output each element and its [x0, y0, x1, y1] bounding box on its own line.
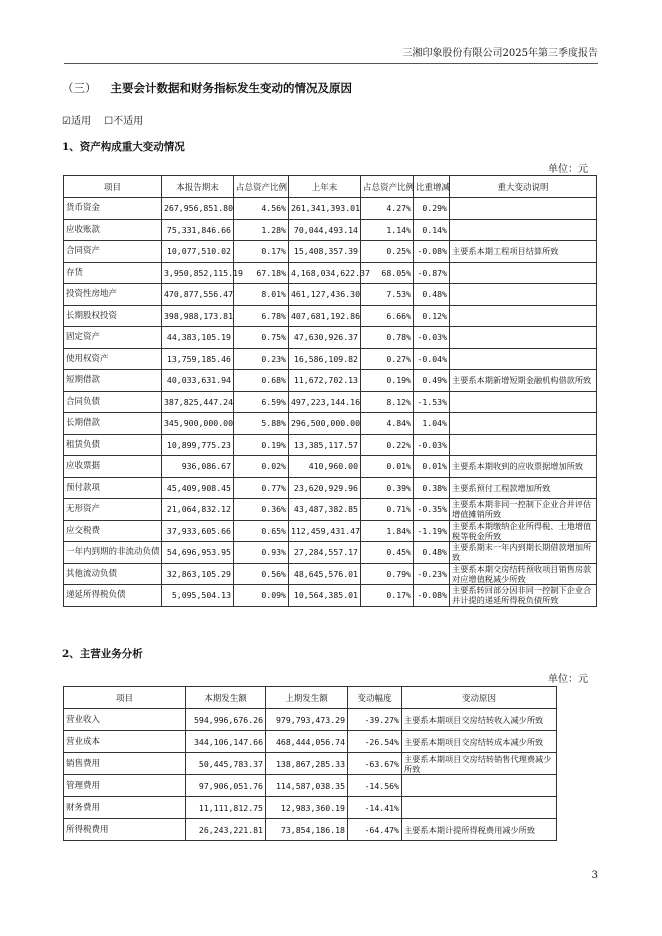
applicable-unchecked: ☐不适用 — [104, 116, 144, 127]
table-cell: 存货 — [64, 262, 162, 284]
table-cell: 4.84% — [361, 413, 414, 435]
table-cell: 6.78% — [234, 305, 289, 327]
table-cell: 21,064,832.12 — [162, 499, 234, 521]
table-cell: 979,793,473.29 — [266, 709, 348, 731]
table-cell: 497,223,144.16 — [289, 391, 361, 413]
table-cell: 租赁负债 — [64, 434, 162, 456]
page-number: 3 — [591, 870, 598, 881]
table-cell: -1.53% — [414, 391, 450, 413]
table-cell: 一年内到期的非流动负债 — [64, 542, 162, 564]
table-cell: 0.56% — [234, 563, 289, 585]
table-cell: 使用权资产 — [64, 348, 162, 370]
table-cell: 23,620,929.96 — [289, 477, 361, 499]
table-cell: 594,996,676.26 — [186, 709, 266, 731]
table-cell — [450, 198, 597, 220]
table-cell: 0.77% — [234, 477, 289, 499]
table-cell: 11,672,702.13 — [289, 370, 361, 392]
table-cell: 11,111,812.75 — [186, 797, 266, 819]
table-cell — [450, 348, 597, 370]
table-cell — [450, 219, 597, 241]
table-cell: 主要系本期交房结转预收项目销售房款对应增值税减少所致 — [450, 563, 597, 585]
table-cell: 0.19% — [234, 434, 289, 456]
table-cell: 0.01% — [361, 456, 414, 478]
table-cell: 3,950,852,115.19 — [162, 262, 234, 284]
table-cell: 5,095,504.13 — [162, 585, 234, 607]
table-cell: 10,564,385.01 — [289, 585, 361, 607]
table-row — [64, 797, 557, 819]
table-cell: 0.25% — [361, 241, 414, 263]
table-cell: 70,044,493.14 — [289, 219, 361, 241]
table-row — [64, 219, 597, 241]
table-cell: 461,127,436.30 — [289, 284, 361, 306]
col-header-change: 比重增减 — [414, 176, 450, 198]
table-cell: 0.17% — [234, 241, 289, 263]
table-cell: -0.03% — [414, 327, 450, 349]
table-cell: 0.22% — [361, 434, 414, 456]
table-cell: 0.17% — [361, 585, 414, 607]
table-cell: 财务费用 — [64, 797, 186, 819]
table-cell: 主要系期末一年内到期长期借款增加所致 — [450, 542, 597, 564]
table-cell: 递延所得税负债 — [64, 585, 162, 607]
table-cell: 387,825,447.24 — [162, 391, 234, 413]
table-cell: 398,988,173.81 — [162, 305, 234, 327]
table-cell: 16,586,109.82 — [289, 348, 361, 370]
table-cell: -63.67% — [348, 753, 402, 775]
table-cell: 407,681,192.86 — [289, 305, 361, 327]
table-cell: -0.35% — [414, 499, 450, 521]
table-cell — [450, 391, 597, 413]
section-title — [62, 80, 352, 96]
table-cell: 主要系本期缴纳企业所得税、土地增值税等税金所致 — [450, 520, 597, 542]
table-cell: 73,854,186.18 — [266, 819, 348, 841]
table-cell: 12,983,360.19 — [266, 797, 348, 819]
table-row — [64, 563, 597, 585]
table-row — [64, 456, 597, 478]
table-cell: 0.68% — [234, 370, 289, 392]
table-row — [64, 413, 597, 435]
table-cell: -0.03% — [414, 434, 450, 456]
table-row — [64, 370, 597, 392]
table-row — [64, 585, 597, 607]
table-cell: 26,243,221.81 — [186, 819, 266, 841]
table-row — [64, 753, 557, 775]
table-cell: 296,500,000.00 — [289, 413, 361, 435]
table-cell: 0.14% — [414, 219, 450, 241]
table-cell: -26.54% — [348, 731, 402, 753]
table-cell: 0.12% — [414, 305, 450, 327]
subsection-business-analysis: 2、主营业务分析 — [62, 648, 143, 660]
table-cell: 应收账款 — [64, 219, 162, 241]
table-cell: 0.48% — [414, 542, 450, 564]
col-header-current-period: 本期发生额 — [186, 687, 266, 709]
table-cell: 267,956,851.80 — [162, 198, 234, 220]
table-cell: 短期借款 — [64, 370, 162, 392]
col-header-item: 项目 — [64, 176, 162, 198]
table-cell: 0.79% — [361, 563, 414, 585]
table-cell: 主要系本期项目交房结转销售代理费减少所致 — [402, 753, 557, 775]
table-row — [64, 520, 597, 542]
table-cell: 97,906,051.76 — [186, 775, 266, 797]
table-cell: 销售费用 — [64, 753, 186, 775]
table-cell: 1.28% — [234, 219, 289, 241]
col-header-item: 项目 — [64, 687, 186, 709]
table-cell: -14.41% — [348, 797, 402, 819]
table-cell: 无形资产 — [64, 499, 162, 521]
table-cell: 54,696,953.95 — [162, 542, 234, 564]
table-cell: -0.08% — [414, 585, 450, 607]
table-cell: 32,863,105.29 — [162, 563, 234, 585]
table-cell: 0.93% — [234, 542, 289, 564]
table-cell — [450, 434, 597, 456]
table-cell — [402, 775, 557, 797]
table-cell: 主要系本期收到的应收票据增加所致 — [450, 456, 597, 478]
table-cell: 主要系本期计提所得税费用减少所致 — [402, 819, 557, 841]
table-cell: 所得税费用 — [64, 819, 186, 841]
table-cell: 长期股权投资 — [64, 305, 162, 327]
table-cell: 6.66% — [361, 305, 414, 327]
table-cell: 4,168,034,622.37 — [289, 262, 361, 284]
table-cell: 营业收入 — [64, 709, 186, 731]
col-header-prior: 上年末 — [289, 176, 361, 198]
table-cell: 0.38% — [414, 477, 450, 499]
table-cell: 47,630,926.37 — [289, 327, 361, 349]
table-cell — [450, 284, 597, 306]
table-cell: 主要系本期工程项目结算所致 — [450, 241, 597, 263]
table-cell — [402, 797, 557, 819]
business-analysis-table — [63, 686, 557, 841]
table-cell: 0.29% — [414, 198, 450, 220]
table-cell: 8.01% — [234, 284, 289, 306]
table-cell: 261,341,393.01 — [289, 198, 361, 220]
table-row — [64, 499, 597, 521]
table-cell: 68.05% — [361, 262, 414, 284]
table-cell: -0.23% — [414, 563, 450, 585]
table-cell: -14.56% — [348, 775, 402, 797]
table-cell: 1.14% — [361, 219, 414, 241]
table-cell: 0.01% — [414, 456, 450, 478]
table-cell: 44,383,105.19 — [162, 327, 234, 349]
table-cell: -0.04% — [414, 348, 450, 370]
table-cell: 其他流动负债 — [64, 563, 162, 585]
table-cell: 8.12% — [361, 391, 414, 413]
table-cell: 主要系本期非同一控制下企业合并评估增值摊销所致 — [450, 499, 597, 521]
unit-label-1: 单位：元 — [548, 164, 588, 175]
business-table-body — [64, 709, 557, 841]
table-cell: 营业成本 — [64, 731, 186, 753]
table-cell: 5.88% — [234, 413, 289, 435]
table-cell: -0.87% — [414, 262, 450, 284]
table-cell: 长期借款 — [64, 413, 162, 435]
table-header-row — [64, 687, 557, 709]
table-cell: 固定资产 — [64, 327, 162, 349]
table-cell: 0.02% — [234, 456, 289, 478]
table-cell: 应交税费 — [64, 520, 162, 542]
table-cell: 15,408,357.39 — [289, 241, 361, 263]
table-cell — [450, 413, 597, 435]
table-cell: 7.53% — [361, 284, 414, 306]
col-header-prior-ratio: 占总资产比例 — [361, 176, 414, 198]
table-cell: -0.08% — [414, 241, 450, 263]
table-cell: 1.04% — [414, 413, 450, 435]
table-cell: 管理费用 — [64, 775, 186, 797]
applicable-options — [62, 112, 153, 127]
table-cell: 410,960.00 — [289, 456, 361, 478]
table-cell: 40,033,631.94 — [162, 370, 234, 392]
table-cell: 0.48% — [414, 284, 450, 306]
table-cell: -1.19% — [414, 520, 450, 542]
col-header-prior-period: 上期发生额 — [266, 687, 348, 709]
table-cell: 43,487,382.85 — [289, 499, 361, 521]
table-cell: 50,445,783.37 — [186, 753, 266, 775]
table-row — [64, 348, 597, 370]
table-cell: 主要系本期项目交房结转收入减少所致 — [402, 709, 557, 731]
table-cell: 114,587,038.35 — [266, 775, 348, 797]
table-cell: 13,385,117.57 — [289, 434, 361, 456]
subsection-asset-changes: 1、资产构成重大变动情况 — [62, 141, 185, 153]
table-cell: 0.45% — [361, 542, 414, 564]
table-row — [64, 262, 597, 284]
table-row — [64, 284, 597, 306]
table-row — [64, 434, 597, 456]
table-cell — [450, 327, 597, 349]
table-cell: 合同负债 — [64, 391, 162, 413]
table-row — [64, 198, 597, 220]
table-cell: 合同资产 — [64, 241, 162, 263]
table-cell: 预付款项 — [64, 477, 162, 499]
table-cell: 138,867,285.33 — [266, 753, 348, 775]
table-cell — [450, 262, 597, 284]
table-cell: 0.71% — [361, 499, 414, 521]
table-cell: 37,933,605.66 — [162, 520, 234, 542]
table-cell: 0.23% — [234, 348, 289, 370]
table-cell: 0.49% — [414, 370, 450, 392]
table-cell: -39.27% — [348, 709, 402, 731]
table-header-row — [64, 176, 597, 198]
table-cell: 0.09% — [234, 585, 289, 607]
section-number: （三） — [62, 81, 97, 95]
table-cell — [450, 305, 597, 327]
table-cell: 0.78% — [361, 327, 414, 349]
col-header-current-ratio: 占总资产比例 — [234, 176, 289, 198]
table-cell: 67.18% — [234, 262, 289, 284]
table-cell: 0.65% — [234, 520, 289, 542]
table-cell: 0.19% — [361, 370, 414, 392]
table-row — [64, 709, 557, 731]
col-header-current: 本报告期末 — [162, 176, 234, 198]
table-row — [64, 391, 597, 413]
table-cell: 345,900,000.00 — [162, 413, 234, 435]
table-cell: 主要系本期新增短期金融机构借款所致 — [450, 370, 597, 392]
table-cell: 13,759,185.46 — [162, 348, 234, 370]
table-row — [64, 305, 597, 327]
section-title-text: 主要会计数据和财务指标发生变动的情况及原因 — [110, 81, 352, 95]
table-cell: 主要系转回部分因非同一控制下企业合并计提的递延所得税负债所致 — [450, 585, 597, 607]
table-cell: 4.56% — [234, 198, 289, 220]
table-cell: 应收票据 — [64, 456, 162, 478]
table-cell: 470,877,556.47 — [162, 284, 234, 306]
table-cell: 344,106,147.66 — [186, 731, 266, 753]
applicable-checked: ☑适用 — [62, 116, 91, 127]
table-row — [64, 327, 597, 349]
table-row — [64, 241, 597, 263]
table-cell: 0.75% — [234, 327, 289, 349]
table-cell: 10,077,510.02 — [162, 241, 234, 263]
table-cell: 6.59% — [234, 391, 289, 413]
table-cell: 主要系预付工程款增加所致 — [450, 477, 597, 499]
table-cell: -64.47% — [348, 819, 402, 841]
table-cell: 0.36% — [234, 499, 289, 521]
table-cell: 1.84% — [361, 520, 414, 542]
unit-label-2: 单位：元 — [548, 674, 588, 685]
table-cell: 4.27% — [361, 198, 414, 220]
table-cell: 0.39% — [361, 477, 414, 499]
asset-changes-table — [63, 175, 597, 607]
col-header-reason: 变动原因 — [402, 687, 557, 709]
col-header-change-rate: 变动幅度 — [348, 687, 402, 709]
table-cell: 468,444,056.74 — [266, 731, 348, 753]
table-cell: 112,459,431.47 — [289, 520, 361, 542]
table-row — [64, 542, 597, 564]
table-cell: 48,645,576.01 — [289, 563, 361, 585]
table-cell: 0.27% — [361, 348, 414, 370]
table-row — [64, 731, 557, 753]
table-cell: 主要系本期项目交房结转成本减少所致 — [402, 731, 557, 753]
table-row — [64, 819, 557, 841]
table-row — [64, 775, 557, 797]
page-header: 三湘印象股份有限公司2025年第三季度报告 — [64, 44, 598, 64]
table-cell: 10,899,775.23 — [162, 434, 234, 456]
col-header-note: 重大变动说明 — [450, 176, 597, 198]
table-cell: 936,086.67 — [162, 456, 234, 478]
asset-table-body — [64, 198, 597, 607]
table-row — [64, 477, 597, 499]
table-cell: 27,284,557.17 — [289, 542, 361, 564]
table-cell: 投资性房地产 — [64, 284, 162, 306]
table-cell: 45,409,908.45 — [162, 477, 234, 499]
table-cell: 货币资金 — [64, 198, 162, 220]
table-cell: 75,331,846.66 — [162, 219, 234, 241]
